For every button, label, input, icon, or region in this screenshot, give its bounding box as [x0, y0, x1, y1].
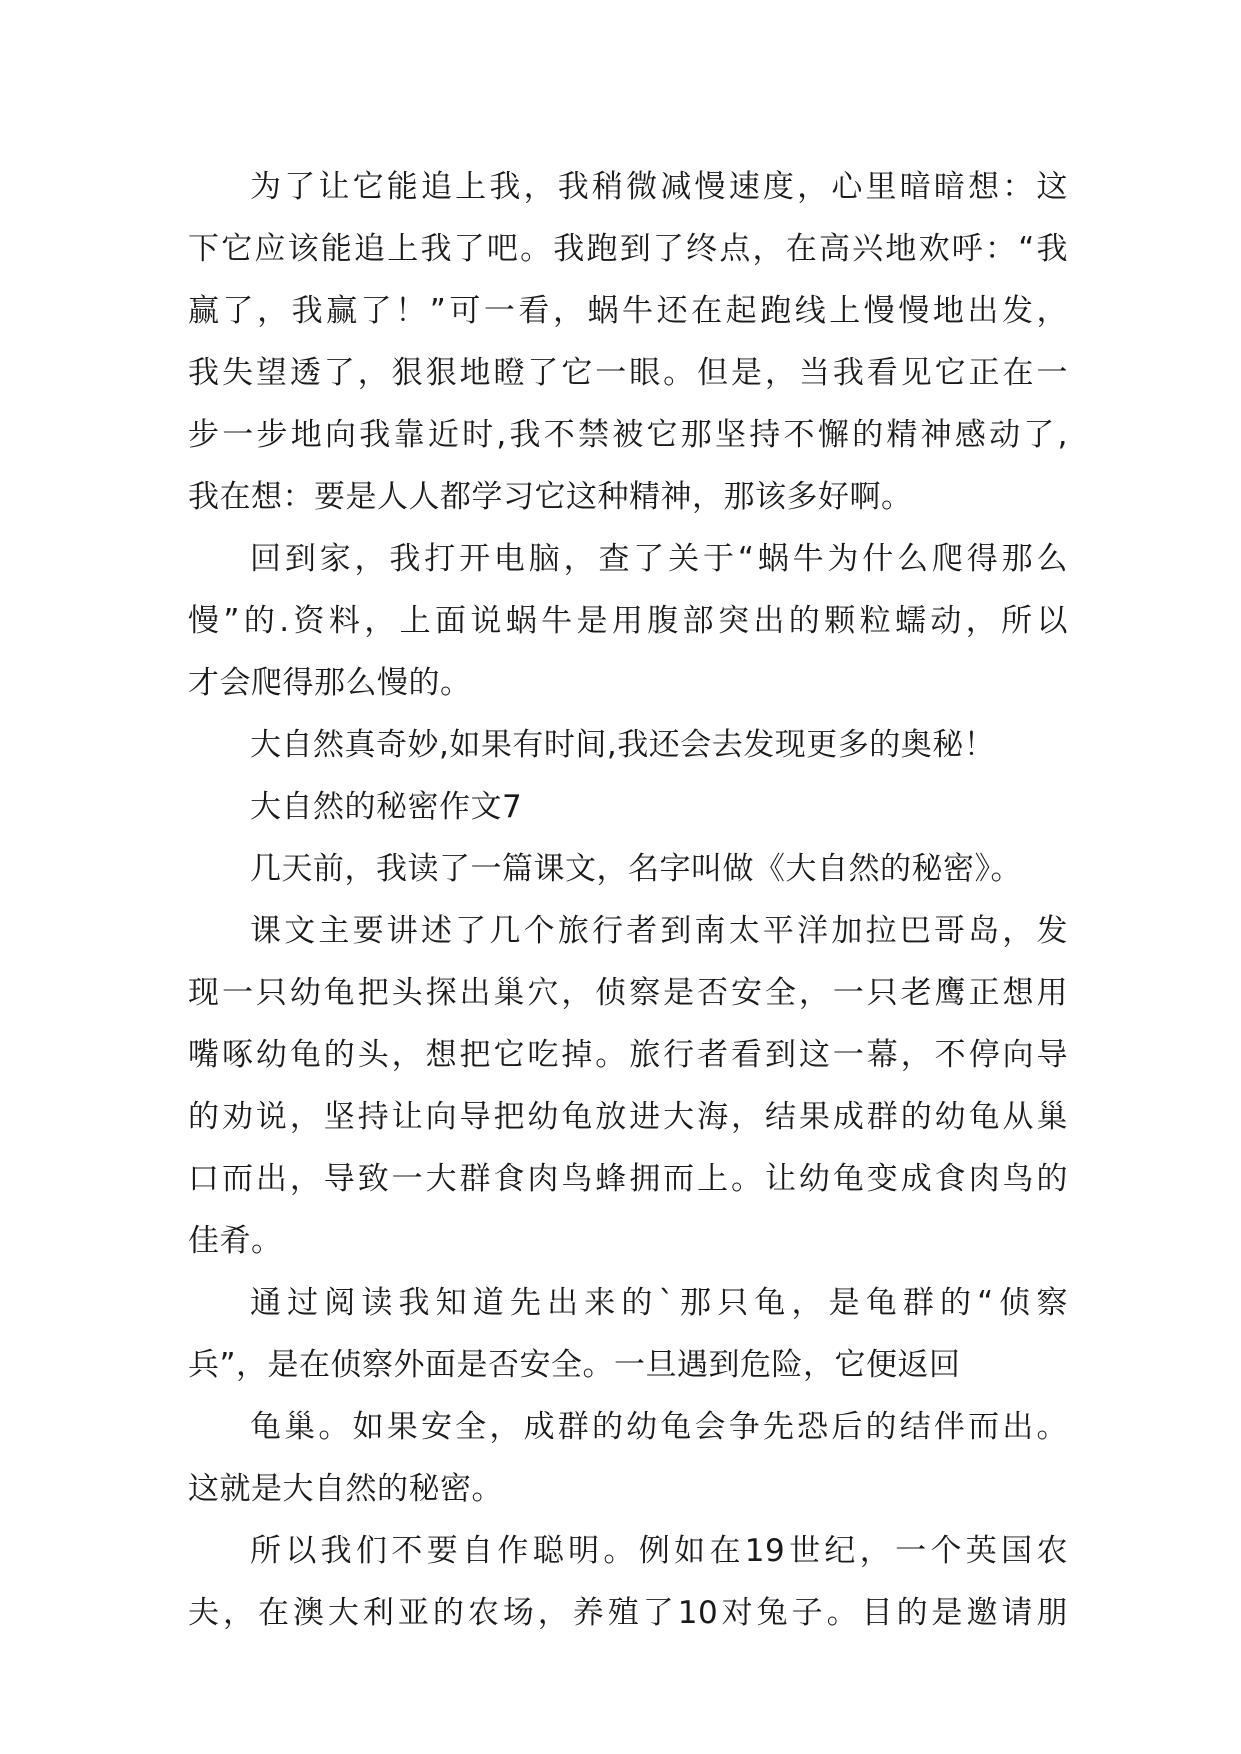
text-line: 这就是大自然的秘密。 [188, 1471, 503, 1507]
text-line: 下它应该能追上我了吧。我跑到了终点，在高兴地欢呼：“我 [188, 231, 1068, 267]
text-line: 课文主要讲述了几个旅行者到南太平洋加拉巴哥岛，发 [250, 913, 1068, 949]
text-line: 大自然真奇妙,如果有时间,我还会去发现更多的奥秘！ [250, 727, 996, 763]
text-line: 佳肴。 [188, 1223, 283, 1259]
text-line: 步一步地向我靠近时,我不禁被它那坚持不懈的精神感动了, [188, 417, 1068, 453]
text-line: 口而出，导致一大群食肉鸟蜂拥而上。让幼龟变成食肉鸟的 [188, 1161, 1068, 1197]
text-line: 大自然的秘密作文7 [250, 789, 523, 825]
text-line: 现一只幼龟把头探出巢穴，侦察是否安全，一只老鹰正想用 [188, 975, 1068, 1011]
text-line: 赢了，我赢了！”可一看，蜗牛还在起跑线上慢慢地出发， [188, 293, 1068, 329]
document-body [188, 156, 1068, 1644]
text-line: 的劝说，坚持让向导把幼龟放进大海，结果成群的幼龟从巢 [188, 1099, 1068, 1135]
text-line: 通过阅读我知道先出来的`那只龟，是龟群的“侦察 [250, 1285, 1068, 1321]
text-line: 兵”，是在侦察外面是否安全。一旦遇到危险，它便返回 [188, 1347, 961, 1383]
text-line: 所以我们不要自作聪明。例如在19世纪，一个英国农 [250, 1533, 1068, 1569]
text-line: 嘴啄幼龟的头，想把它吃掉。旅行者看到这一幕，不停向导 [188, 1037, 1068, 1073]
text-line: 夫，在澳大利亚的农场，养殖了10对兔子。目的是邀请朋 [188, 1595, 1068, 1631]
text-line: 慢”的.资料，上面说蜗牛是用腹部突出的颗粒蠕动，所以 [188, 603, 1068, 639]
text-line: 我失望透了，狠狠地瞪了它一眼。但是，当我看见它正在一 [188, 355, 1068, 391]
text-line: 我在想：要是人人都学习它这种精神，那该多好啊。 [188, 479, 913, 515]
text-line: 龟巢。如果安全，成群的幼龟会争先恐后的结伴而出。 [250, 1409, 1068, 1445]
text-line: 几天前，我读了一篇课文，名字叫做《大自然的秘密》。 [250, 851, 1022, 887]
text-line: 才会爬得那么慢的。 [188, 665, 472, 701]
text-line: 回到家，我打开电脑，查了关于“蜗牛为什么爬得那么 [250, 541, 1068, 577]
text-line: 为了让它能追上我，我稍微减慢速度，心里暗暗想：这 [250, 169, 1068, 205]
